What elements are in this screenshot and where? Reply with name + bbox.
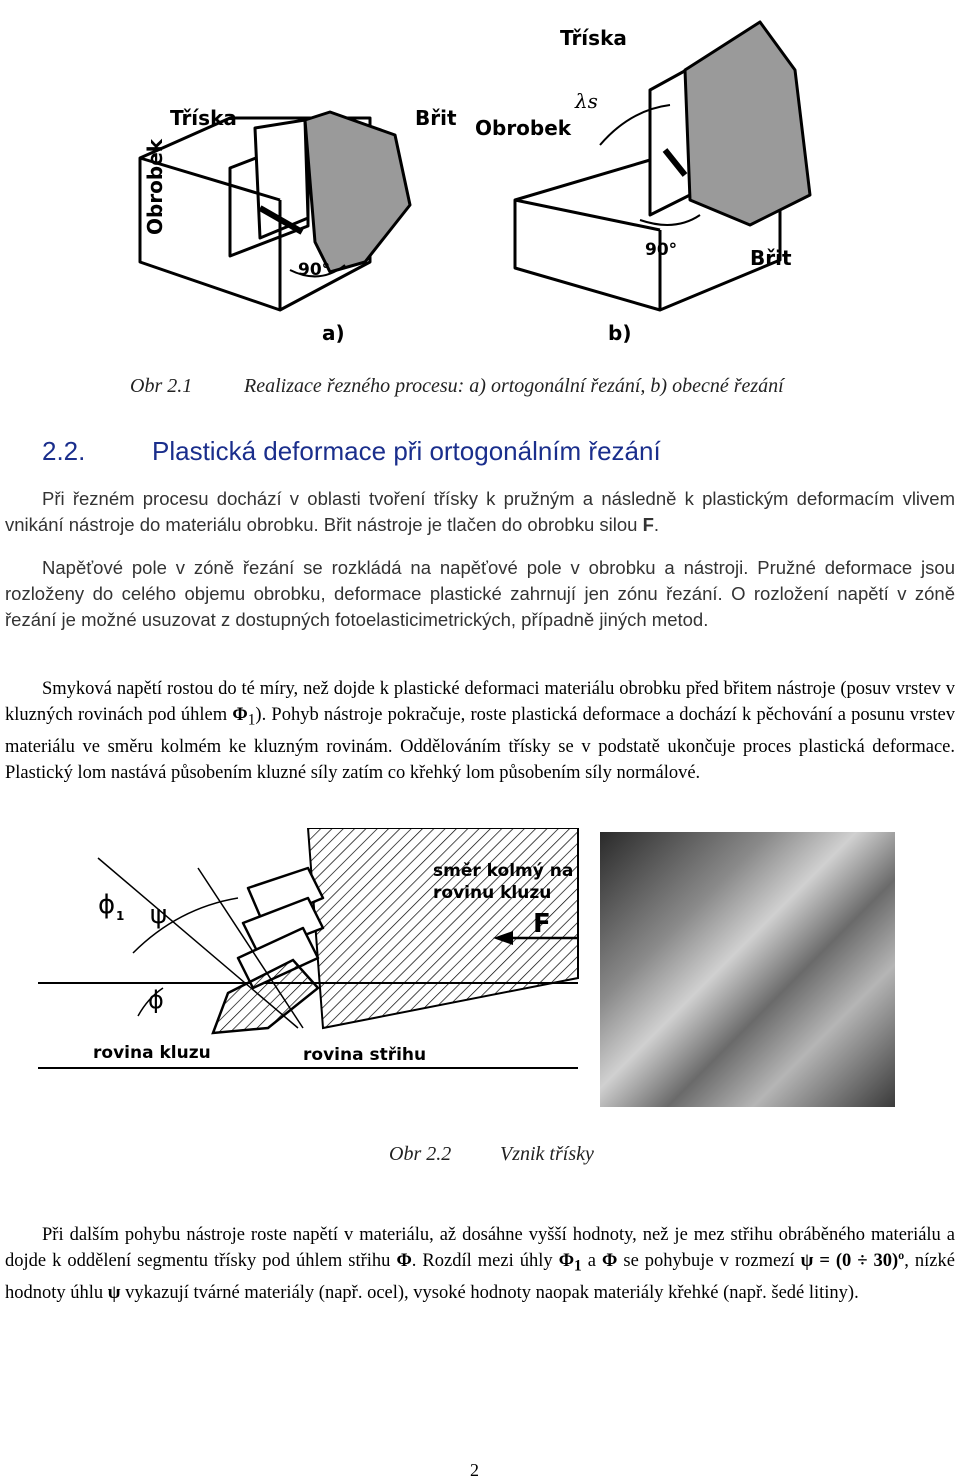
psi-range: ψ = (0 ÷ 30)º (800, 1251, 905, 1271)
phi-symbol-c: Φ (602, 1251, 618, 1271)
paragraph-1-text: Při řezném procesu dochází v oblasti tvoření třísky k pružným a následně k plastickým deformacím vlivem vnikání nástroje do materiálu obrobku. Břit nástroje je tlačen do obrobku silou (5, 488, 955, 535)
phi1-subscript: 1 (116, 909, 125, 923)
paragraph-4-part-5: , nízké hodnoty úhlu (5, 1251, 955, 1303)
page-number: 2 (470, 1460, 479, 1480)
workpiece-label-b: Obrobek (475, 116, 572, 140)
paragraph-1-end: . (653, 514, 660, 535)
paragraph-3 (5, 676, 955, 786)
shear-plane-label: rovina střihu (303, 1045, 427, 1065)
figure-a-orthogonal (140, 112, 410, 310)
paragraph-3-part-2: ). Pohyb nástroje pokračuje, roste plastická deformace a dochází k pěchování a posunu vrstev materiálu ve směru kolmém ke kluzným rovinám. Oddělováním třísky se v podstatě ukončuje proces plastická deformace. Plastický lom nastává působením kluzné síly zatím co křehký lom působením síly normálové. (5, 705, 955, 783)
paragraph-2: Napěťové pole v zóně řezání se rozkládá na napěťové pole v obrobku a nástroji. Pružné deformace jsou rozloženy do celého objemu obrobku, deformace plastické zahrnují jen zónu řezání. O rozložení napětí v zóně řezání je možné usuzovat z dostupných fotoelasticimetrických, případně jiných metod. (5, 557, 955, 630)
phi-subscript: 1 (247, 711, 256, 729)
figure1-caption-text: Realizace řezného procesu: a) ortogonální řezání, b) obecné řezání (244, 375, 784, 397)
direction-label-line1: směr kolmý na (433, 861, 574, 881)
figure-cutting-process (130, 10, 830, 355)
paragraph-4 (5, 1222, 955, 1306)
paragraph-4-part-2: . Rozdíl mezi úhly (411, 1251, 559, 1271)
psi-symbol: ψ (107, 1282, 121, 1303)
phi-subscript-b: 1 (574, 1257, 582, 1275)
section-heading (42, 436, 661, 467)
figure2-caption-number: Obr 2.2 (389, 1143, 452, 1165)
force-label: F (533, 909, 551, 939)
chip-label-a: Tříska (170, 106, 237, 130)
force-symbol: F (642, 514, 654, 535)
part-label-a: a) (322, 321, 345, 345)
phi-label: ϕ (148, 986, 164, 1014)
angle-label-b: 90° (645, 240, 678, 260)
direction-label-line2: rovinu kluzu (433, 883, 552, 903)
figure2-caption-text: Vznik třísky (500, 1143, 594, 1165)
paragraph-1 (5, 486, 955, 538)
section-number: 2.2. (42, 436, 86, 466)
phi-symbol-b: Φ (558, 1251, 575, 1271)
psi-label: ψ (150, 900, 168, 930)
figure-chip-formation (38, 828, 598, 1108)
part-label-b: b) (608, 321, 632, 345)
paragraph-3-part-1: Smyková napětí rostou do té míry, než dojde k plastické deformaci materiálu obrobku před břitem nástroje (posuv vrstev v kluzných rovinách pod úhlem (5, 679, 955, 725)
phi-symbol: Φ (232, 705, 248, 725)
chip-label-b: Tříska (560, 26, 627, 50)
figure1-caption-number: Obr 2.1 (130, 375, 193, 397)
phi1-label: ϕ (98, 890, 116, 920)
workpiece-label-a: Obrobek (143, 138, 167, 235)
section-title: Plastická deformace při ortogonálním řezání (152, 436, 661, 466)
slip-plane-label: rovina kluzu (93, 1043, 211, 1063)
paragraph-4-part-4: se pohybuje v rozmezí (617, 1251, 801, 1271)
phi-symbol-a: Φ (396, 1251, 412, 1271)
paragraph-4-part-1: Při dalším pohybu nástroje roste napětí v materiálu, až dosáhne vyšší hodnoty, než je mez střihu obráběného materiálu a dojde k oddělení segmentu třísky pod úhlem střihu (5, 1225, 955, 1271)
edge-label-b: Břit (750, 246, 792, 270)
paragraph-4-part-6: vykazují tvárné materiály (např. ocel), vysoké hodnoty naopak materiály křehké (např. šedé litiny). (120, 1282, 859, 1303)
angle-label-a: 90° (298, 260, 331, 280)
chip-formation-photo (600, 832, 895, 1107)
edge-label-a: Břit (415, 106, 457, 130)
lambda-label: λs (575, 89, 598, 113)
paragraph-4-part-3: a (581, 1251, 602, 1271)
